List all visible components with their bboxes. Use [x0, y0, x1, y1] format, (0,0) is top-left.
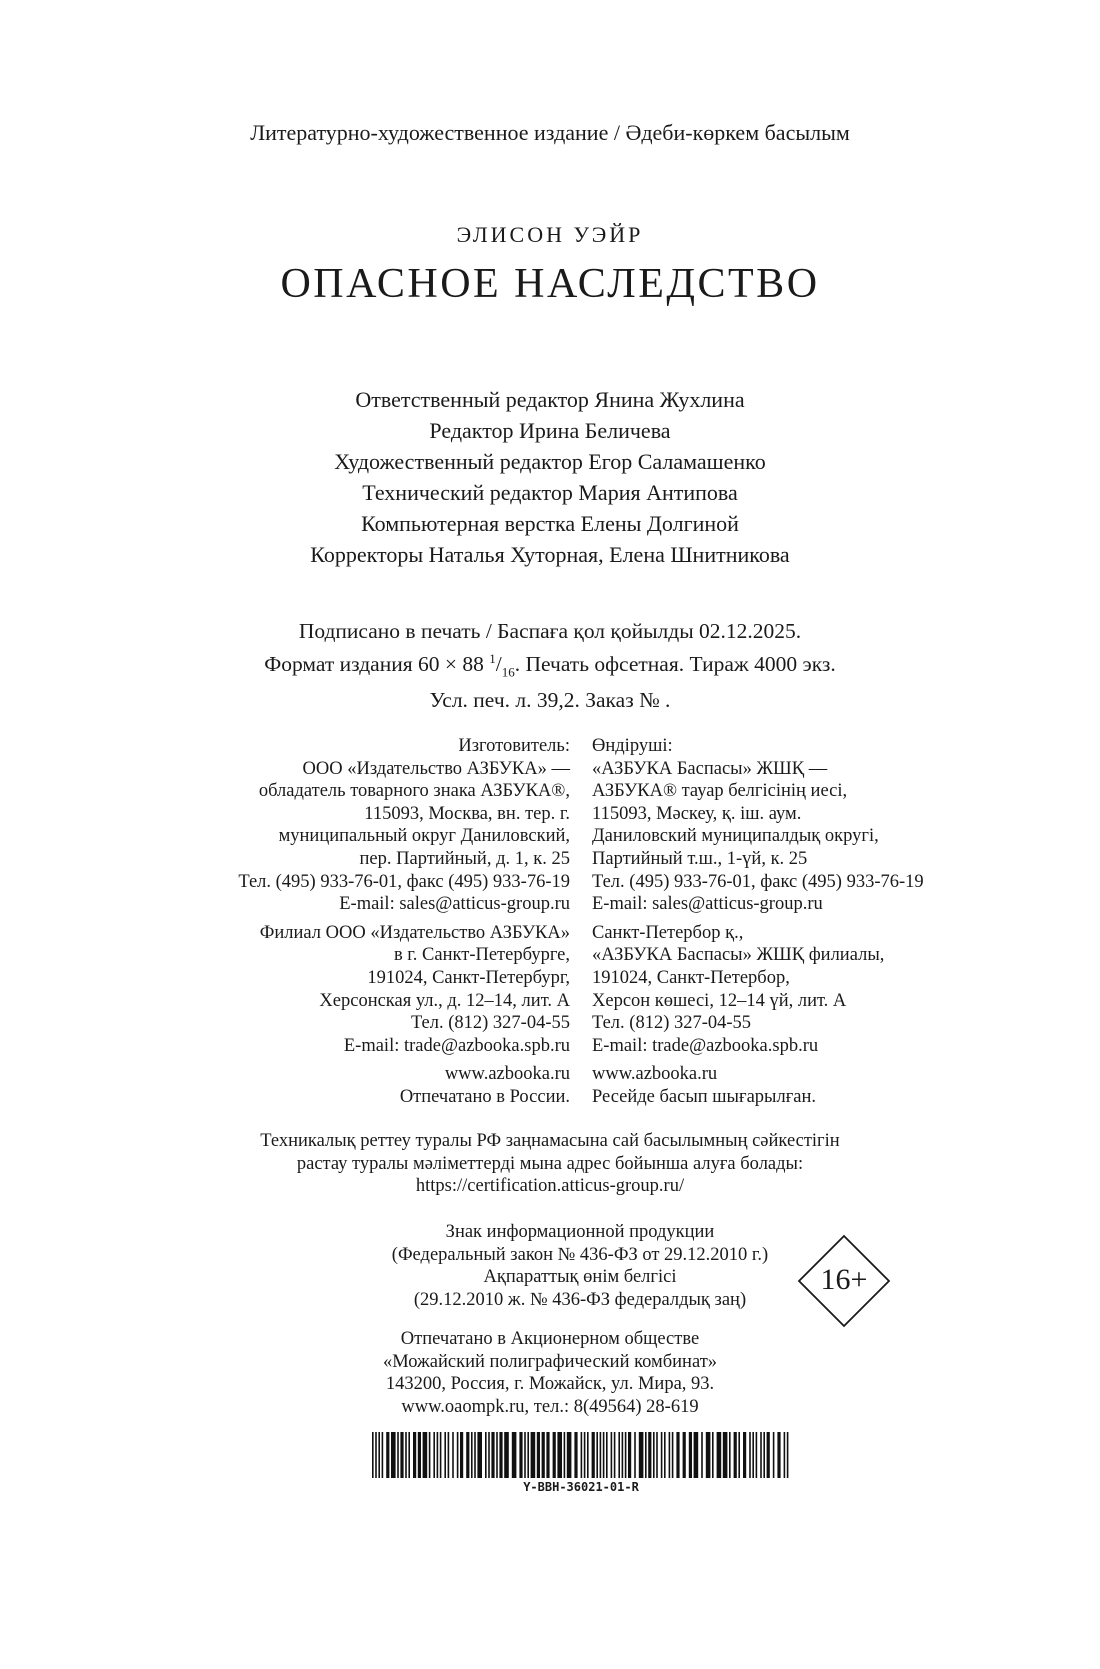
address-line: Изготовитель: [458, 736, 570, 756]
printer-block [0, 1328, 1100, 1418]
phone-line: Тел. (495) 933-76-01, факс (495) 933-76-19 [592, 871, 924, 892]
info-sign-line: (Федеральный закон № 436-ФЗ от 29.12.2010 г.) [391, 1244, 769, 1265]
printed-in-line: Отпечатано в России. [399, 1086, 570, 1107]
certification-line: растау туралы мәліметтерді мына адрес бойынша алуға болады: [296, 1153, 804, 1174]
printer-line: Отпечатано в Акционерном обществе [400, 1329, 700, 1349]
format-denominator: 16 [501, 664, 515, 680]
phone-line: Тел. (812) 327-04-55 [410, 1013, 570, 1034]
address-line: пер. Партийный, д. 1, к. 25 [359, 848, 570, 869]
website-line: www.azbooka.ru [592, 1064, 718, 1085]
email-line: E-mail: sales@atticus-group.ru [592, 894, 823, 915]
email-line: E-mail: trade@azbooka.spb.ru [592, 1035, 819, 1056]
info-sign-line: (29.12.2010 ж. № 436-ФЗ федералдық заң) [413, 1289, 747, 1310]
address-line: Даниловский муниципалдық округі, [592, 826, 879, 847]
printer-line: 143200, Россия, г. Можайск, ул. Мира, 93. [385, 1374, 715, 1395]
address-line: обладатель товарного знака АЗБУКА®, [258, 781, 570, 802]
credit-line: Технический редактор Мария Антипова [362, 480, 738, 505]
certification-url: https://certification.atticus-group.ru/ [415, 1176, 685, 1197]
certification-line: Техникалық реттеу туралы РФ заңнамасына сай басылымның сәйкестігін [260, 1131, 840, 1151]
address-line: Филиал ООО «Издательство АЗБУКА» [259, 922, 570, 943]
address-line: муниципальный округ Даниловский, [278, 826, 570, 847]
address-line: 191024, Санкт-Петербор, [592, 967, 790, 988]
manufacturer-kz-main [592, 735, 924, 916]
book-title: ОПАСНОЕ НАСЛЕДСТВО [280, 261, 820, 307]
address-line: 115093, Москва, вн. тер. г. [364, 803, 570, 824]
print-info [0, 617, 1100, 714]
email-line: E-mail: sales@atticus-group.ru [339, 894, 570, 915]
printer-line: «Можайский полиграфический комбинат» [382, 1351, 718, 1372]
address-line: «АЗБУКА Баспасы» ЖШҚ филиалы, [592, 945, 885, 966]
credit-line: Ответственный редактор Янина Жухлина [355, 387, 745, 412]
address-line: 191024, Санкт-Петербург, [367, 967, 570, 988]
format-slash: / [495, 652, 502, 677]
address-line: АЗБУКА® тауар белгісінің иесі, [592, 781, 848, 802]
credit-line: Художественный редактор Егор Саламашенко [334, 449, 766, 474]
manufacturer-kz [592, 735, 924, 1115]
info-sign-line: Знак информационной продукции [445, 1222, 715, 1242]
barcode-icon [370, 1432, 792, 1478]
genre-line: Литературно-художественное издание / Әдеби-көркем басылым [250, 120, 850, 145]
age-rating: 16+ [820, 1263, 868, 1296]
manufacturer-ru [238, 735, 570, 1115]
credit-line: Редактор Ирина Беличева [429, 418, 671, 443]
address-line: Санкт-Петербор қ., [592, 922, 744, 943]
manufacturer-kz-footer [592, 1063, 924, 1108]
address-line: 115093, Мәскеу, қ. іш. аум. [592, 803, 802, 824]
certification-block [0, 1130, 1100, 1198]
manufacturer-kz-branch [592, 922, 924, 1058]
manufacturer-ru-branch [238, 922, 570, 1058]
credit-line: Компьютерная верстка Елены Долгиной [361, 511, 739, 536]
address-line: «АЗБУКА Баспасы» ЖШҚ — [592, 758, 828, 779]
manufacturer-ru-footer [238, 1063, 570, 1108]
format-numerator: 1 [489, 651, 496, 666]
address-line: ООО «Издательство АЗБУКА» — [302, 758, 570, 779]
format-suffix: . Печать офсетная. Тираж 4000 экз. [514, 652, 836, 677]
order-line: Усл. печ. л. 39,2. Заказ № . [429, 688, 671, 713]
address-line: Өндіруші: [592, 736, 673, 756]
credit-line: Корректоры Наталья Хуторная, Елена Шнитникова [310, 542, 790, 567]
signed-line: Подписано в печать / Баспаға қол қойылды 02.12.2025. [298, 619, 802, 643]
address-line: в г. Санкт-Петербурге, [393, 945, 570, 966]
manufacturer-ru-main [238, 735, 570, 916]
phone-line: Тел. (812) 327-04-55 [592, 1013, 752, 1034]
email-line: E-mail: trade@azbooka.spb.ru [343, 1035, 570, 1056]
barcode-label: Y-BBH-36021-01-R [523, 1480, 639, 1494]
format-prefix: Формат издания 60 × 88 [264, 652, 490, 677]
info-sign-block [380, 1221, 780, 1311]
credits-block [0, 384, 1100, 570]
website-line: www.azbooka.ru [444, 1064, 570, 1085]
format-line [0, 645, 1100, 686]
address-line: Партийный т.ш., 1-үй, к. 25 [592, 848, 808, 869]
author-name: ЭЛИСОН УЭЙР [456, 222, 644, 247]
address-line: Херсонская ул., д. 12–14, лит. А [319, 990, 570, 1011]
phone-line: Тел. (495) 933-76-01, факс (495) 933-76-19 [238, 871, 570, 892]
printed-in-line: Ресейде басып шығарылған. [592, 1086, 817, 1107]
address-line: Херсон көшесі, 12–14 үй, лит. А [592, 990, 847, 1011]
printer-line: www.oaompk.ru, тел.: 8(49564) 28-619 [401, 1396, 699, 1417]
info-sign-line: Ақпараттық өнім белгісі [483, 1267, 677, 1288]
